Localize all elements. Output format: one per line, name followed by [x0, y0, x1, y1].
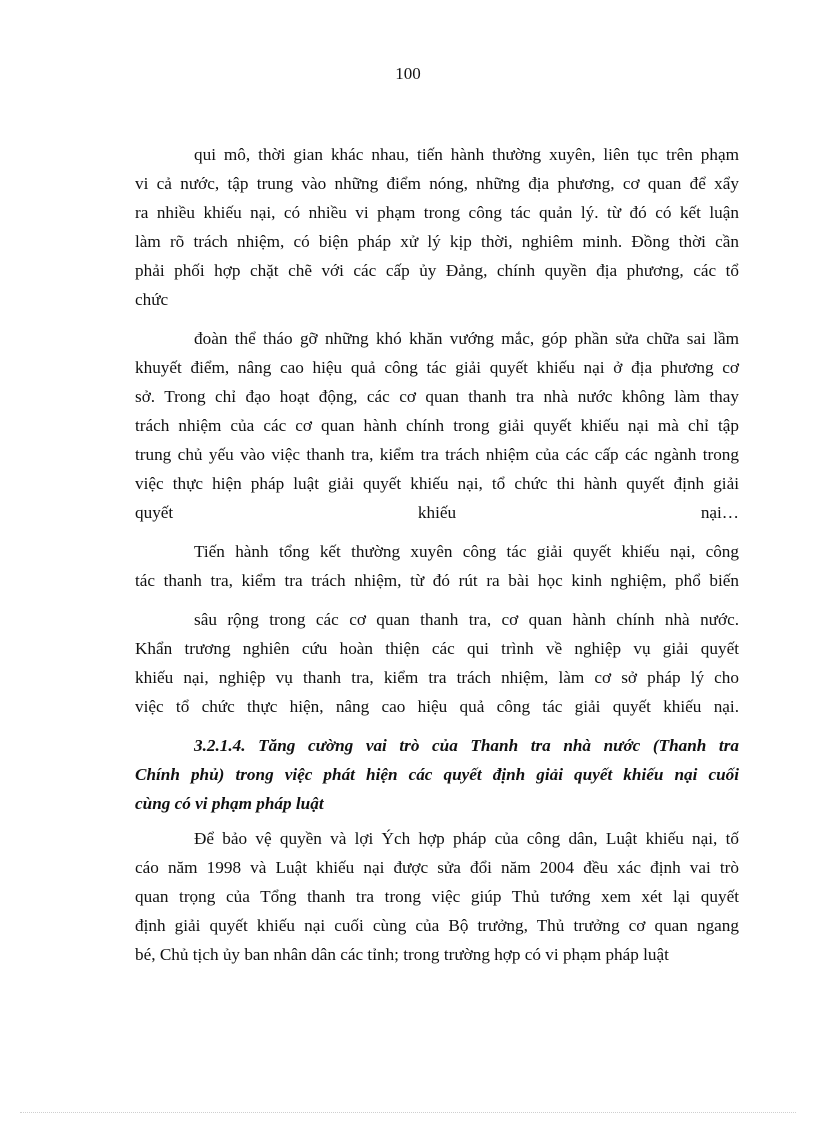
- word: quyết: [135, 503, 174, 522]
- section-heading: [135, 731, 739, 818]
- text-line: chức: [135, 290, 169, 309]
- paragraph-1: [135, 140, 739, 314]
- text-line: làm rõ trách nhiệm, có biện pháp xử lý kịp thời, nghiêm minh. Đồng thời cần: [135, 232, 739, 251]
- word: nại…: [700, 503, 739, 522]
- text-line: qui mô, thời gian khác nhau, tiến hành thường xuyên, liên tục trên phạm: [194, 145, 739, 164]
- text-line: trung chủ yếu vào việc thanh tra, kiểm tra trách nhiệm của các cấp các ngành trong: [135, 445, 739, 464]
- heading-line: Chính phủ) trong việc phát hiện các quyết định giải quyết khiếu nại cuối: [135, 765, 739, 784]
- text-line: sâu rộng trong các cơ quan thanh tra, cơ quan hành chính nhà nước.: [194, 610, 739, 629]
- text-line: trách nhiệm của các cơ quan hành chính trong giải quyết khiếu nại mà chỉ tập: [135, 416, 739, 435]
- text-line: khiếu nại, nghiệp vụ thanh tra, kiểm tra trách nhiệm, làm cơ sở pháp lý cho: [135, 668, 739, 687]
- page-bottom-divider: [20, 1112, 796, 1113]
- text-line: sở. Trong chỉ đạo hoạt động, các cơ quan thanh tra nhà nước không làm thay: [135, 387, 739, 406]
- text-line: vi cả nước, tập trung vào những điểm nóng, những địa phương, cơ quan để xẩy: [135, 174, 739, 193]
- text-line: bé, Chủ tịch ủy ban nhân dân các tỉnh; trong trường hợp có vi phạm pháp luật: [135, 945, 669, 964]
- text-line: khuyết điểm, nâng cao hiệu quả công tác giải quyết khiếu nại ở địa phương cơ: [135, 358, 739, 377]
- text-line: tác thanh tra, kiểm tra trách nhiệm, từ đó rút ra bài học kinh nghiệm, phổ biến: [135, 571, 739, 590]
- text-line: phải phối hợp chặt chẽ với các cấp ủy Đảng, chính quyền địa phương, các tổ: [135, 261, 739, 280]
- heading-line: cùng có vi phạm pháp luật: [135, 794, 324, 813]
- paragraph-2: [135, 324, 739, 527]
- text-line: cáo năm 1998 và Luật khiếu nại được sửa đổi năm 2004 đều xác định vai trò: [135, 858, 739, 877]
- text-line: Tiến hành tổng kết thường xuyên công tác giải quyết khiếu nại, công: [194, 542, 739, 561]
- text-line: Để bảo vệ quyền và lợi Ých hợp pháp của công dân, Luật khiếu nại, tố: [194, 829, 739, 848]
- heading-line: 3.2.1.4. Tăng cường vai trò của Thanh tra nhà nước (Thanh tra: [194, 736, 739, 755]
- page-number: 100: [395, 64, 421, 83]
- text-line: quan trọng của Tổng thanh tra trong việc giúp Thủ tướng xem xét lại quyết: [135, 887, 739, 906]
- text-line: định giải quyết khiếu nại cuối cùng của Bộ trưởng, Thủ trưởng cơ quan ngang: [135, 916, 739, 935]
- paragraph-3: [135, 537, 739, 595]
- text-line: việc tổ chức thực hiện, nâng cao hiệu quả công tác giải quyết khiếu nại.: [135, 697, 739, 716]
- text-line: ra nhiều khiếu nại, có nhiều vi phạm trong công tác quản lý. từ đó có kết luận: [135, 203, 739, 222]
- text-line: đoàn thể tháo gỡ những khó khăn vướng mắc, góp phần sửa chữa sai lầm: [194, 329, 739, 348]
- text-line: việc thực hiện pháp luật giải quyết khiếu nại, tổ chức thi hành quyết định giải: [135, 474, 739, 493]
- text-line: Khẩn trương nghiên cứu hoàn thiện các qui trình về nghiệp vụ giải quyết: [135, 639, 739, 658]
- word: khiếu: [417, 503, 457, 522]
- paragraph-4: [135, 605, 739, 721]
- text-line-spread: [135, 498, 739, 527]
- paragraph-5: [135, 824, 739, 969]
